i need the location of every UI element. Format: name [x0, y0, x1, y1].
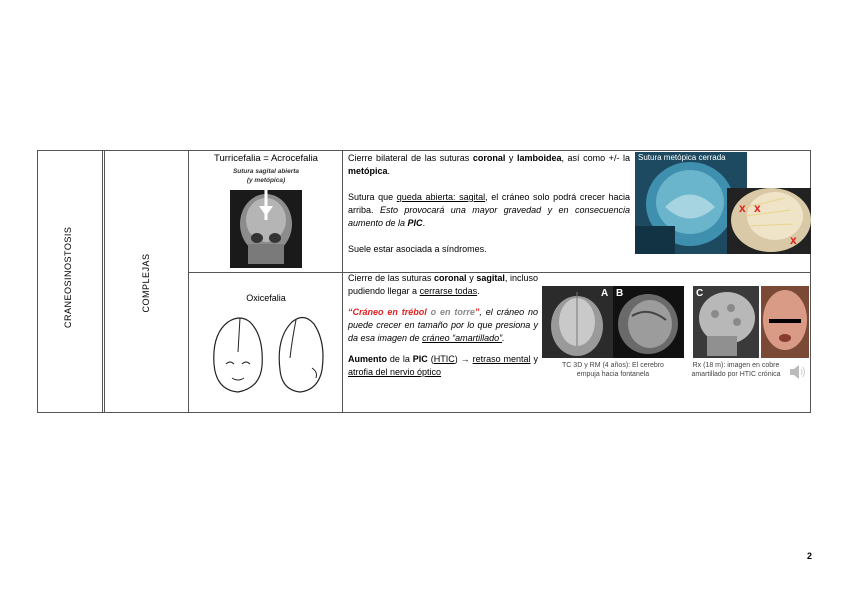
caption-tc3d-rm-2: empuja hacia fontanela [576, 371, 650, 378]
caption-tc3d-rm-1: TC 3D y RM (4 años): El cerebro [562, 362, 664, 369]
row1-paragraph-1: Cierre bilateral de las suturas coronal y lamboidea, así como +/- la metópica. [348, 153, 630, 176]
sutura-metopica-image [635, 152, 811, 254]
row2-paragraph-1: Cierre de las suturas coronal y sagital, incluso pudiendo llegar a cerrarse todas. [348, 273, 538, 296]
page-number: 2 [806, 551, 812, 561]
figure-label-2: (y metópica) [246, 177, 286, 184]
turricefalia-description [348, 152, 630, 264]
turricefalia-title: Turricefalia = Acrocefalia [214, 153, 318, 164]
oxicefalia-drawing [206, 314, 330, 396]
table-border-left [37, 150, 38, 413]
speaker-icon[interactable] [789, 364, 807, 380]
svg-text:x: x [739, 201, 746, 215]
metopica-image-label: Sutura metópica cerrada [638, 153, 726, 162]
col-divider-3 [342, 150, 343, 413]
oxicefalia-description [348, 272, 538, 387]
complejas-label: COMPLEJAS [141, 253, 151, 313]
row2-paragraph-3: Aumento de la PIC (HTIC) → retraso mental y atrofia del nervio óptico [348, 354, 538, 377]
oxicefalia-title: Oxicefalia [246, 293, 286, 303]
col-divider-1b [104, 150, 105, 413]
svg-text:x: x [754, 201, 761, 215]
image-label-c: C [696, 288, 704, 299]
metopic-mri-image [635, 152, 811, 254]
row2-paragraph-2: “Cráneo en trébol o en torre”, el cráneo no puede crecer en tamaño por lo que presiona y da esa imagen de cráneo “amartillado”. [348, 307, 538, 343]
row1-paragraph-2: Sutura que queda abierta: sagital, el cráneo solo podrá crecer hacia arriba. Esto provocará una mayor gravedad y en consecuencia aumento de la PIC. [348, 192, 630, 228]
svg-text:x: x [790, 233, 797, 247]
caption-rx-1: Rx (18 m): imagen en cobre [692, 362, 780, 369]
image-label-b: B [616, 288, 624, 299]
rx-cobre-amartillado-images [693, 286, 809, 358]
image-label-a: A [601, 288, 609, 299]
craneosinostosis-label: CRANEOSINOSTOSIS [63, 226, 73, 328]
caption-rx-2: amartillado por HTIC crónica [691, 371, 781, 378]
table-border-top [37, 150, 811, 151]
table-border-bottom [37, 412, 811, 413]
col-divider-2 [188, 150, 189, 413]
skull-xray-image [230, 190, 302, 268]
row1-paragraph-3: Suele estar asociada a síndromes. [348, 244, 487, 254]
figure-label-1: Sutura sagital abierta [232, 168, 300, 175]
col-divider-1 [102, 150, 103, 413]
sutura-sagital-figure [222, 168, 310, 270]
tc3d-rm-images [542, 286, 684, 358]
